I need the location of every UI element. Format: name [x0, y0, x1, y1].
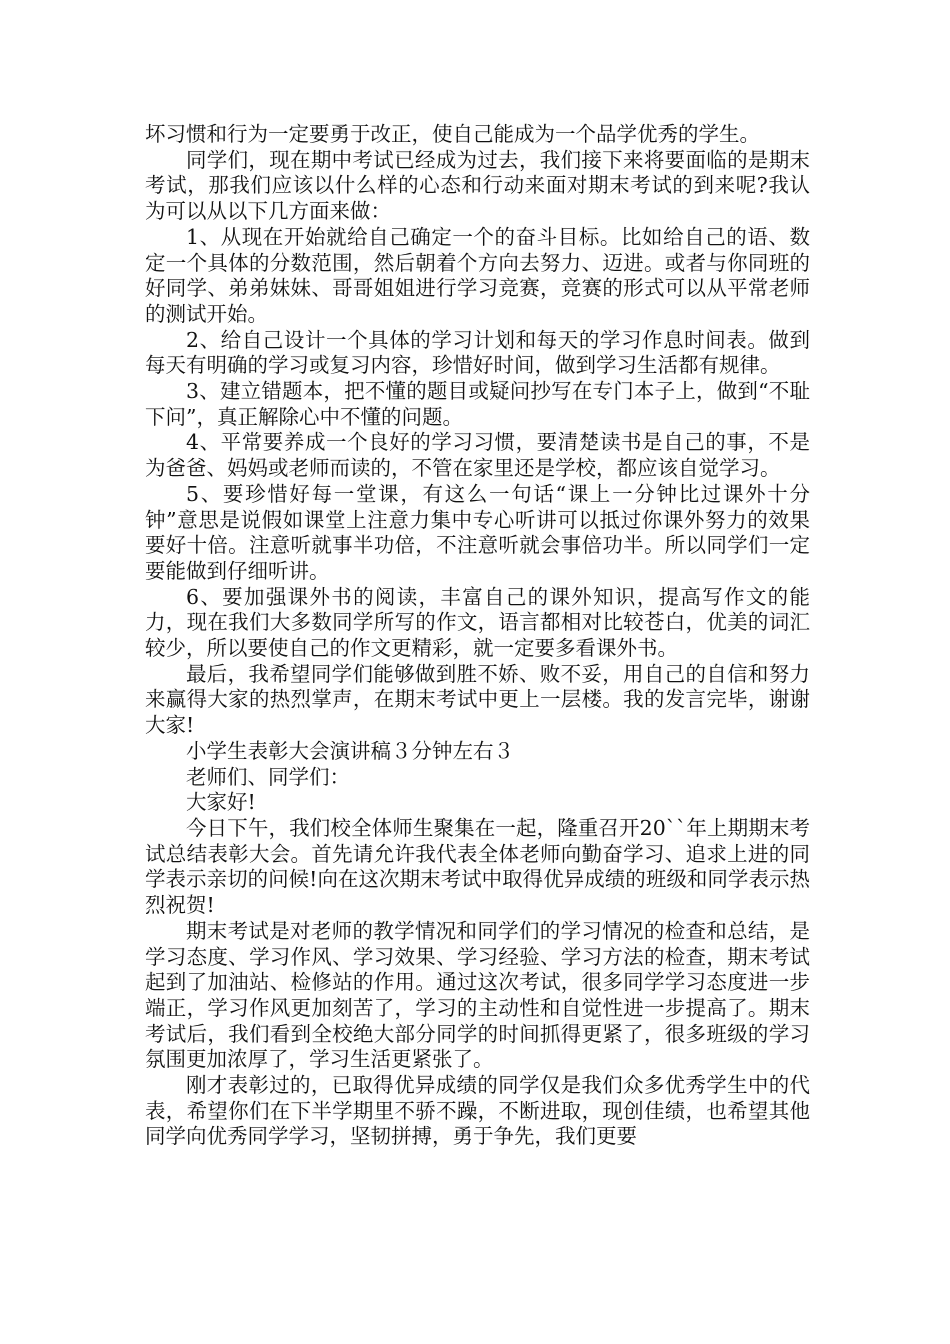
paragraph-point-6: 6、要加强课外书的阅读，丰富自己的课外知识，提高写作文的能力，现在我们大多数同学所写的作文，语言都相对比较苍白，优美的词汇较少，所以要使自己的作文更精彩，就一定要多看课外书。 [145, 584, 810, 661]
paragraph-exam-summary: 期末考试是对老师的教学情况和同学们的学习情况的检查和总结，是学习态度、学习作风、学习效果、学习经验、学习方法的检查，期末考试起到了加油站、检修站的作用。通过这次考试，很多同学学习态度进一步端正，学习作风更加刻苦了，学习的主动性和自觉性进一步提高了。期末考试后，我们看到全校绝大部分同学的时间抓得更紧了，很多班级的学习氛围更加浓厚了，学习生活更紧张了。 [145, 918, 810, 1072]
paragraph-point-3: 3、建立错题本，把不懂的题目或疑问抄写在专门本子上，做到“不耻下问”，真正解除心中不懂的问题。 [145, 379, 810, 429]
paragraph-point-1: 1、从现在开始就给自己确定一个的奋斗目标。比如给自己的语、数定一个具体的分数范围，然后朝着个方向去努力、迈进。或者与你同班的好同学、弟弟妹妹、哥哥姐姐进行学习竞赛，竞赛的形式可以从平常老师的测试开始。 [145, 224, 810, 326]
paragraph-intro: 同学们，现在期中考试已经成为过去，我们接下来将要面临的是期末考试，那我们应该以什么样的心态和行动来面对期末考试的到来呢?我认为可以从以下几方面来做： [145, 147, 810, 224]
document-page [145, 122, 810, 1150]
speech-title: 小学生表彰大会演讲稿３分钟左右３ [186, 738, 514, 763]
paragraph-bad-habits: 坏习惯和行为一定要勇于改正，使自己能成为一个品学优秀的学生。 [145, 122, 760, 146]
paragraph-point-4: 4、平常要养成一个良好的学习习惯，要清楚读书是自己的事，不是为爸爸、妈妈或老师而读的，不管在家里还是学校，都应该自觉学习。 [145, 430, 810, 481]
paragraph-closing: 最后，我希望同学们能够做到胜不娇、败不妥，用自己的自信和努力来赢得大家的热烈掌声，在期末考试中更上一层楼。我的发言完毕，谢谢大家! [145, 661, 810, 738]
paragraph-ceremony: 今日下午，我们校全体师生聚集在一起，隆重召开20``年上期期末考试总结表彰大会。首先请允许我代表全体老师向勤奋学习、追求上进的同学表示亲切的问候!向在这次期末考试中取得优异成绩的班级和同学表示热烈祝贺! [145, 815, 810, 918]
paragraph-representatives: 刚才表彰过的，已取得优异成绩的同学仅是我们众多优秀学生中的代表，希望你们在下半学期里不骄不躁，不断进取，现创佳绩，也希望其他同学向优秀同学学习，坚韧拼搏，勇于争先，我们更要 [145, 1073, 810, 1149]
salutation: 老师们、同学们： [186, 764, 350, 789]
greeting: 大家好! [186, 790, 256, 815]
paragraph-point-5: 5、要珍惜好每一堂课，有这么一句话“课上一分钟比过课外十分钟”意思是说假如课堂上注意力集中专心听讲可以抵过你课外努力的效果要好十倍。注意听就事半功倍，不注意听就会事倍功半。所以同学们一定要能做到仔细听讲。 [145, 481, 810, 583]
paragraph-point-2: 2、给自己设计一个具体的学习计划和每天的学习作息时间表。做到每天有明确的学习或复习内容，珍惜好时间，做到学习生活都有规律。 [145, 327, 810, 378]
